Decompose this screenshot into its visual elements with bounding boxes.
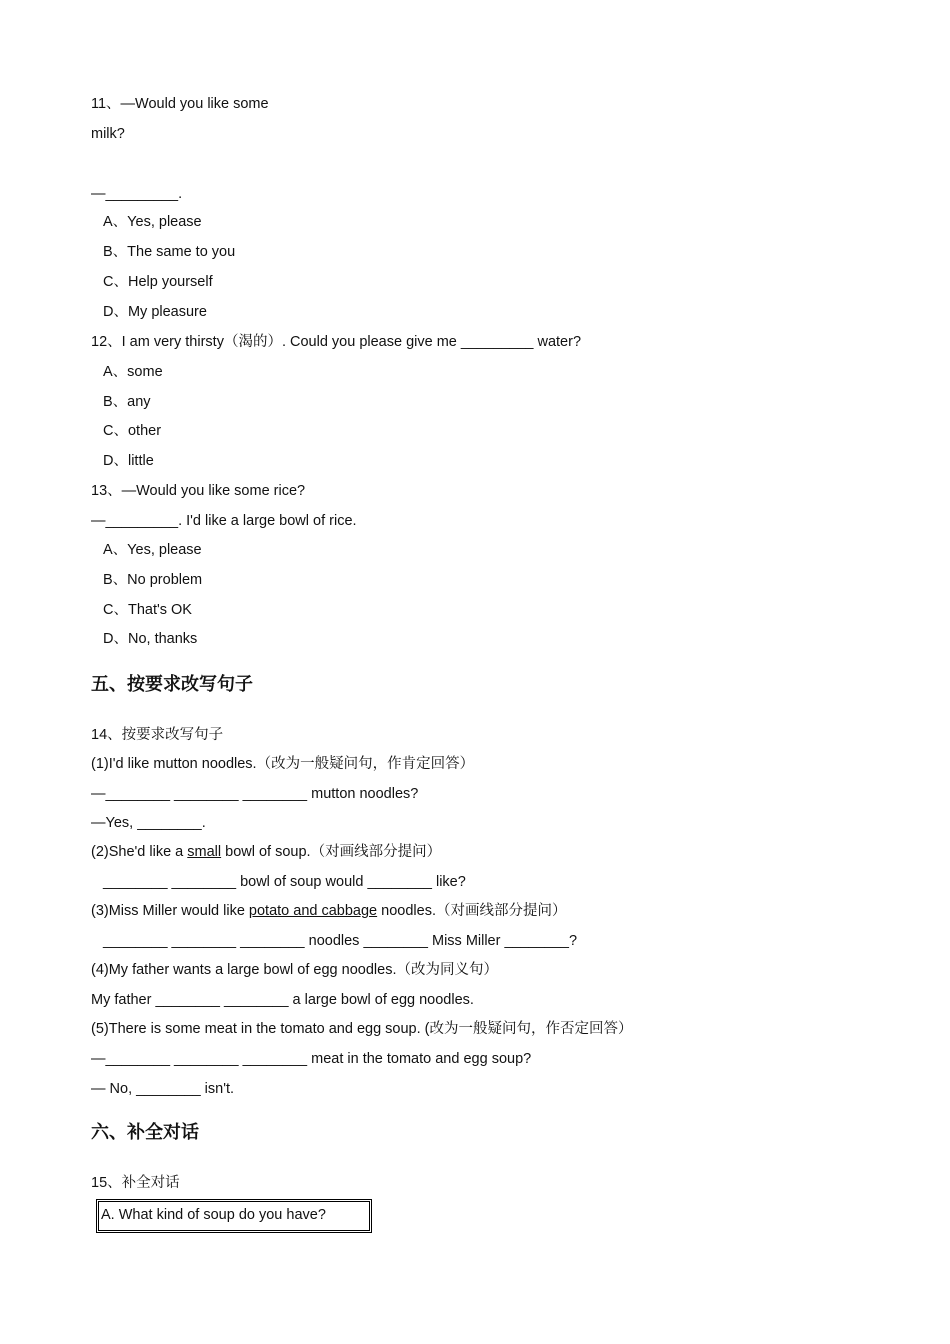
- q14-item-5-instruction: 改为一般疑问句，作否定回答）: [429, 1021, 633, 1037]
- q14-item-2-underlined: small: [187, 844, 222, 860]
- q15-instruction: 补全对话: [121, 1175, 180, 1191]
- q13-answer-line: —_________. I'd like a large bowl of rice.: [91, 513, 357, 529]
- q14-item-5: [91, 1019, 633, 1039]
- q14-item-4: [91, 960, 498, 980]
- q15-number: 15、: [91, 1175, 122, 1191]
- q12-option-c: C、other: [103, 423, 162, 439]
- q14-item-1: [91, 754, 474, 774]
- q11-option-c: C、Help yourself: [103, 274, 213, 290]
- q14-item-3-instruction: （对画线部分提问）: [435, 903, 567, 919]
- q14-item-2-post: bowl of soup.: [221, 844, 311, 860]
- q11-option-a: A、Yes, please: [103, 214, 202, 230]
- q12-stem: [91, 332, 581, 352]
- q14-item-1-instruction: （改为一般疑问句，作肯定回答）: [256, 756, 475, 772]
- q14-item-5-answer-2: — No, ________ isn't.: [91, 1081, 235, 1097]
- q13-option-c: C、That's OK: [103, 602, 192, 618]
- q13-option-a: A、Yes, please: [103, 542, 202, 558]
- section-6-heading: 六、补全对话: [91, 1122, 199, 1143]
- q14-item-3-underlined: potato and cabbage: [248, 903, 378, 919]
- q14-item-2-pre: (2)She'd like a: [91, 844, 188, 860]
- dialogue-option-a: A. What kind of soup do you have?: [101, 1207, 326, 1223]
- q14-item-3-post: noodles.: [377, 903, 436, 919]
- q14-number: 14、: [91, 727, 122, 743]
- q15-stem: [91, 1173, 180, 1193]
- q13-option-d: D、No, thanks: [103, 631, 198, 647]
- q14-item-3-answer: ________ ________ ________ noodles ________ Miss Miller ________?: [103, 933, 578, 949]
- q11-option-d: D、My pleasure: [103, 304, 207, 320]
- dialogue-option-box: [96, 1199, 372, 1233]
- q14-instruction: 按要求改写句子: [121, 727, 224, 743]
- q12-stem-text: 12、I am very thirsty: [91, 334, 224, 350]
- q14-item-1-answer-2: —Yes, ________.: [91, 815, 206, 831]
- q13-stem: 13、—Would you like some rice?: [91, 483, 306, 499]
- q12-option-a: A、some: [103, 364, 163, 380]
- q14-item-4-sentence: (4)My father wants a large bowl of egg noodles.: [91, 962, 397, 978]
- q11-stem-cont: milk?: [91, 126, 125, 142]
- q14-item-4-answer: My father ________ ________ a large bowl of egg noodles.: [91, 992, 474, 1008]
- q14-item-2-instruction: （对画线部分提问）: [310, 844, 442, 860]
- q12-option-b: B、any: [103, 394, 151, 410]
- q12-option-d: D、little: [103, 453, 154, 469]
- q11-option-b: B、The same to you: [103, 244, 236, 260]
- q14-stem: [91, 725, 223, 745]
- section-5-heading: 五、按要求改写句子: [91, 674, 253, 695]
- q13-option-b: B、No problem: [103, 572, 203, 588]
- q11-stem: 11、—Would you like some: [91, 96, 269, 112]
- q14-item-5-answer-1: —________ ________ ________ meat in the tomato and egg soup?: [91, 1051, 532, 1067]
- q11-answer-line: —_________.: [91, 186, 183, 202]
- q14-item-2-answer: ________ ________ bowl of soup would ________ like?: [103, 874, 466, 890]
- q14-item-4-instruction: （改为同义句）: [396, 962, 498, 978]
- q14-item-1-sentence: (1)I'd like mutton noodles.: [91, 756, 257, 772]
- q12-stem-cn: （渴的）: [223, 334, 282, 350]
- q14-item-3: [91, 901, 566, 921]
- q12-stem-rest: . Could you please give me _________ water?: [281, 334, 582, 350]
- q14-item-2: [91, 842, 441, 862]
- q14-item-1-answer-1: —________ ________ ________ mutton noodles?: [91, 786, 419, 802]
- q14-item-5-sentence: (5)There is some meat in the tomato and egg soup. (: [91, 1021, 430, 1037]
- q14-item-3-pre: (3)Miss Miller would like: [91, 903, 249, 919]
